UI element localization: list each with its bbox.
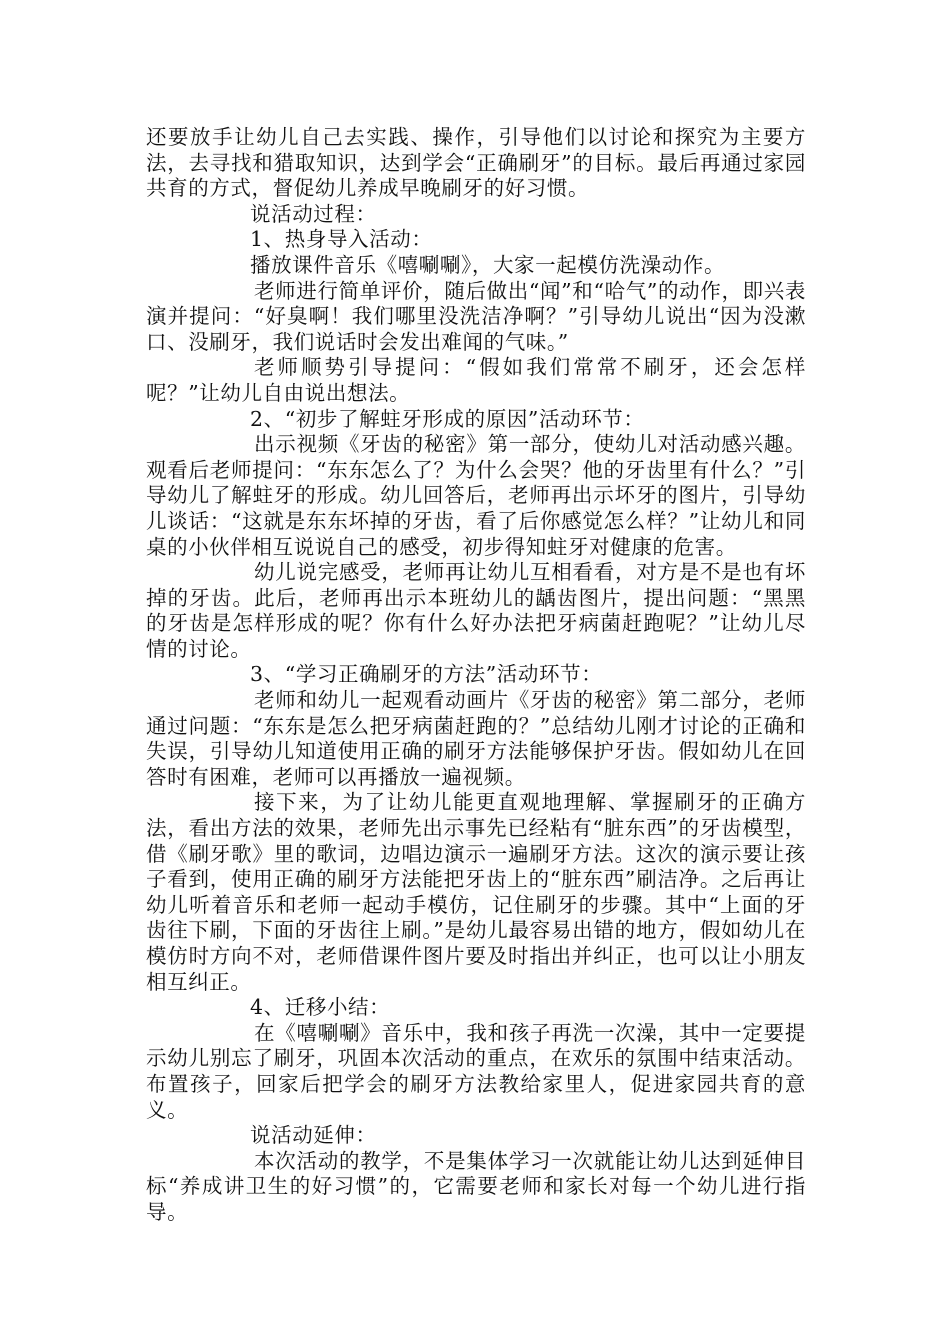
body-paragraph: 播放课件音乐《嘻唰唰》，大家一起模仿洗澡动作。 bbox=[250, 252, 726, 277]
section-heading: 说活动过程： bbox=[250, 201, 377, 226]
body-paragraph: 在《嘻唰唰》音乐中，我和孩子再洗一次澡，其中一定要提示幼儿别忘了刷牙，巩固本次活动的重点，在欢乐的氛围中结束活动。布置孩子，回家后把学会的刷牙方法教给家里人，促进家园共育的意义。 bbox=[146, 1020, 806, 1122]
step-heading: 2、“初步了解蛀牙形成的原因”活动环节： bbox=[250, 406, 645, 431]
body-paragraph: 老师进行简单评价，随后做出“闻”和“哈气”的动作，即兴表演并提问：“好臭啊！我们哪里没洗洁净啊？”引导幼儿说出“因为没漱口、没刷牙，我们说话时会发出难闻的气味。” bbox=[146, 278, 806, 354]
body-paragraph: 接下来，为了让幼儿能更直观地理解、掌握刷牙的正确方法，看出方法的效果，老师先出示事先已经粘有“脏东西”的牙齿模型，借《刷牙歌》里的歌词，边唱边演示一遍刷牙方法。这次的演示要让孩子看到，使用正确的刷牙方法能把牙齿上的“脏东西”刷洁净。之后再让幼儿听着音乐和老师一起动手模仿，记住刷牙的步骤。其中“上面的牙齿往下刷，下面的牙齿往上刷。”是幼儿最容易出错的地方，假如幼儿在模仿时方向不对，老师借课件图片要及时指出并纠正，也可以让小朋友相互纠正。 bbox=[146, 790, 806, 994]
step-heading: 3、“学习正确刷牙的方法”活动环节： bbox=[250, 662, 603, 687]
body-paragraph: 老师和幼儿一起观看动画片《牙齿的秘密》第二部分，老师通过问题：“东东是怎么把牙病菌赶跑的？”总结幼儿刚才讨论的正确和失误，引导幼儿知道使用正确的刷牙方法能够保护牙齿。假如幼儿在回答时有困难，老师可以再播放一遍视频。 bbox=[146, 688, 806, 789]
section-heading: 说活动延伸： bbox=[250, 1123, 377, 1148]
body-paragraph: 老师顺势引导提问：“假如我们常常不刷牙，还会怎样呢？”让幼儿自由说出想法。 bbox=[146, 355, 806, 405]
body-paragraph: 幼儿说完感受，老师再让幼儿互相看看，对方是不是也有坏掉的牙齿。此后，老师再出示本班幼儿的龋齿图片，提出问题：“黑黑的牙齿是怎样形成的呢？你有什么好办法把牙病菌赶跑呢？”让幼儿尽情的讨论。 bbox=[146, 560, 806, 661]
step-heading: 4、迁移小结： bbox=[250, 995, 391, 1020]
body-paragraph: 本次活动的教学，不是集体学习一次就能让幼儿达到延伸目标“养成讲卫生的好习惯”的，它需要老师和家长对每一个幼儿进行指导。 bbox=[146, 1148, 806, 1224]
body-paragraph: 出示视频《牙齿的秘密》第一部分，使幼儿对活动感兴趣。观看后老师提问：“东东怎么了？为什么会哭？他的牙齿里有什么？”引导幼儿了解蛀牙的形成。幼儿回答后，老师再出示坏牙的图片，引导幼儿谈话：“这就是东东坏掉的牙齿，看了后你感觉怎么样？”让幼儿和同桌的小伙伴相互说说自己的感受，初步得知蛀牙对健康的危害。 bbox=[146, 432, 806, 559]
body-paragraph: 还要放手让幼儿自己去实践、操作，引导他们以讨论和探究为主要方法，去寻找和猎取知识，达到学会“正确刷牙”的目标。最后再通过家园共育的方式，督促幼儿养成早晚刷牙的好习惯。 bbox=[146, 125, 806, 201]
document-page bbox=[146, 125, 806, 1226]
step-heading: 1、热身导入活动： bbox=[250, 227, 433, 252]
